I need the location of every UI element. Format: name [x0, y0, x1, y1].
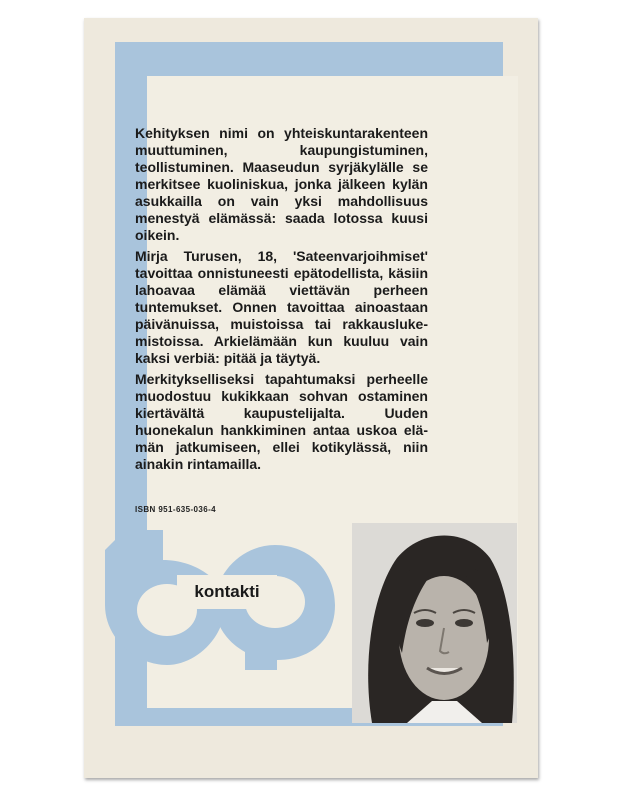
- isbn-number: ISBN 951-635-036-4: [135, 505, 217, 514]
- blurb-paragraph-1: Kehityksen nimi on yhteiskuntarakenteen muuttuminen, kaupungistuminen, teollistuminen. Maaseudun syrjäkylälle se merkitsee kuoliniskua, jonka jälkeen kylän asukkailla on vain yksi mahdollisuus menestyä elämässä: saada lotossa kuusi oikein.: [135, 125, 428, 243]
- blurb-text: [135, 125, 428, 477]
- blurb-paragraph-3: Merkitykselliseksi tapahtumaksi perheelle muodostuu kukikkaan sohvan ostaminen kiertävältä kaupustelijalta. Uuden huonekalun hankkiminen antaa uskoa elämän jatkumiseen, ellei kotikylässä, niin ainakin rintamailla.: [135, 371, 428, 472]
- author-photo: [352, 523, 517, 723]
- logo-text: kontakti: [177, 575, 277, 609]
- blurb-paragraph-2: Mirja Turusen, 18, 'Sateenvarjoihmiset' tavoittaa onnistuneesti epätodellista, käsiin lahoavaa elämää viettävän perheen tuntemukset. Onnen tavoittaa ainoastaan päivänuissa, muistoissa tai rakkauslukemistoissa. Arkielämään kun kuuluu vain kaksi verbiä: pitää ja täytyä.: [135, 248, 428, 366]
